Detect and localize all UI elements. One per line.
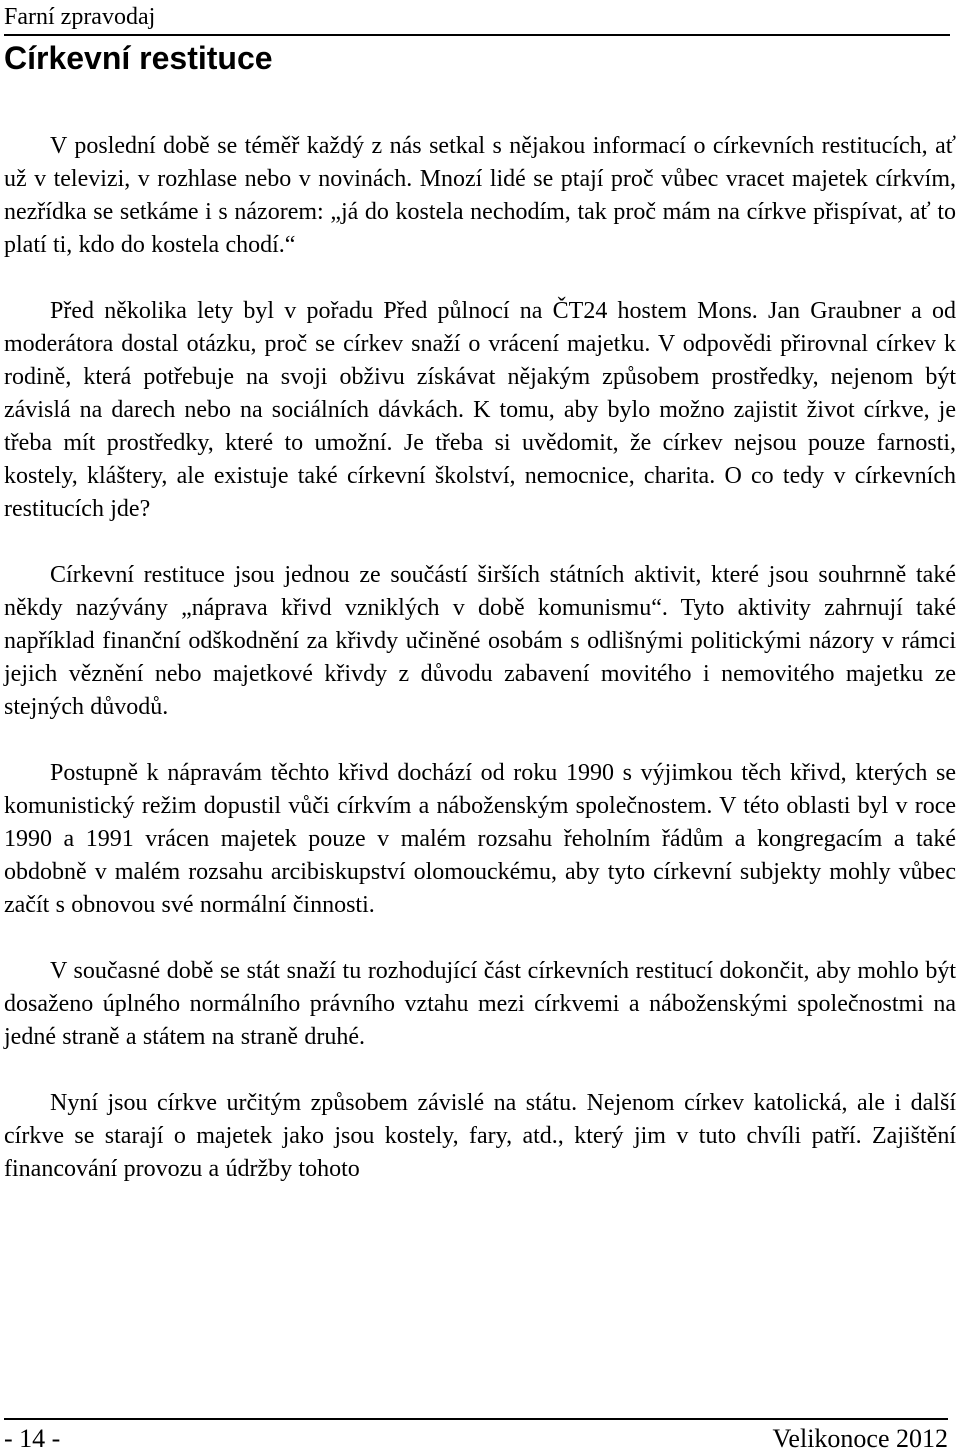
article-title: Církevní restituce [4,40,273,76]
article-paragraph-6: Nyní jsou církve určitým způsobem závislé na státu. Nejenom církev katolická, ale i další církve se starají o majetek jako jsou kostely, fary, atd., který jim v tuto chvíli patří. Zajištění financování provozu a údržby tohoto [4,1090,956,1182]
publication-name: Farní zpravodaj [4,4,156,30]
issue-label: Velikonoce 2012 [772,1424,948,1453]
article-paragraph-2: Před několika lety byl v pořadu Před půlnocí na ČT24 hostem Mons. Jan Graubner a od moderátora dostal otázku, proč se církev snaží o vrácení majetku. V odpovědi přirovnal církev k rodině, která potřebuje na svoji obživu získávat nějakým způsobem prostředky, nejenom být závislá na darech nebo na sociálních dávkách. K tomu, aby bylo možno zajistit život církve, je třeba mít prostředky, které to umožní. Je třeba si uvědomit, že církev nejsou pouze farnosti, kostely, kláštery, ale existuje také církevní školství, nemocnice, charita. O co tedy v církevních restitucích jde? [4,298,956,522]
article-paragraph-3: Církevní restituce jsou jednou ze součástí širších státních aktivit, které jsou souhrnně také někdy nazývány „náprava křivd vzniklých v době komunismu“. Tyto aktivity zahrnují také například finanční odškodnění za křivdy učiněné osobám s odlišnými politickými názory v rámci jejich věznění nebo majetkové křivdy z důvodu zabavení movitého i nemovitého majetku ze stejných důvodů. [4,562,956,720]
page-footer [4,1418,948,1456]
article-paragraph-1: V poslední době se téměř každý z nás setkal s nějakou informací o církevních restitucích, ať už v televizi, v rozhlase nebo v novinách. Mnozí lidé se ptají proč vůbec vracet majetek církvím, nezřídka se setkáme i s názorem: „já do kostela nechodím, tak proč mám na církve přispívat, ať to platí ti, kdo do kostela chodí.“ [4,133,956,258]
article-paragraph-4: Postupně k nápravám těchto křivd dochází od roku 1990 s výjimkou těch křivd, kterých se komunistický režim dopustil vůči církvím a náboženským společnostem. V této oblasti byl v roce 1990 a 1991 vrácen majetek pouze v malém rozsahu řeholním řádům a kongregacím a také obdobně v malém rozsahu arcibiskupství olomouckému, aby tyto církevní subjekty mohly vůbec začít s obnovou své normální činnosti. [4,760,956,918]
article-body [4,130,956,1186]
page-number: - 14 - [4,1424,61,1453]
page-header [4,2,950,36]
article-paragraph-5: V současné době se stát snaží tu rozhodující část církevních restitucí dokončit, aby mohlo být dosaženo úplného normálního právního vztahu mezi církvemi a náboženskými společnostmi na jedné straně a státem na straně druhé. [4,958,956,1050]
